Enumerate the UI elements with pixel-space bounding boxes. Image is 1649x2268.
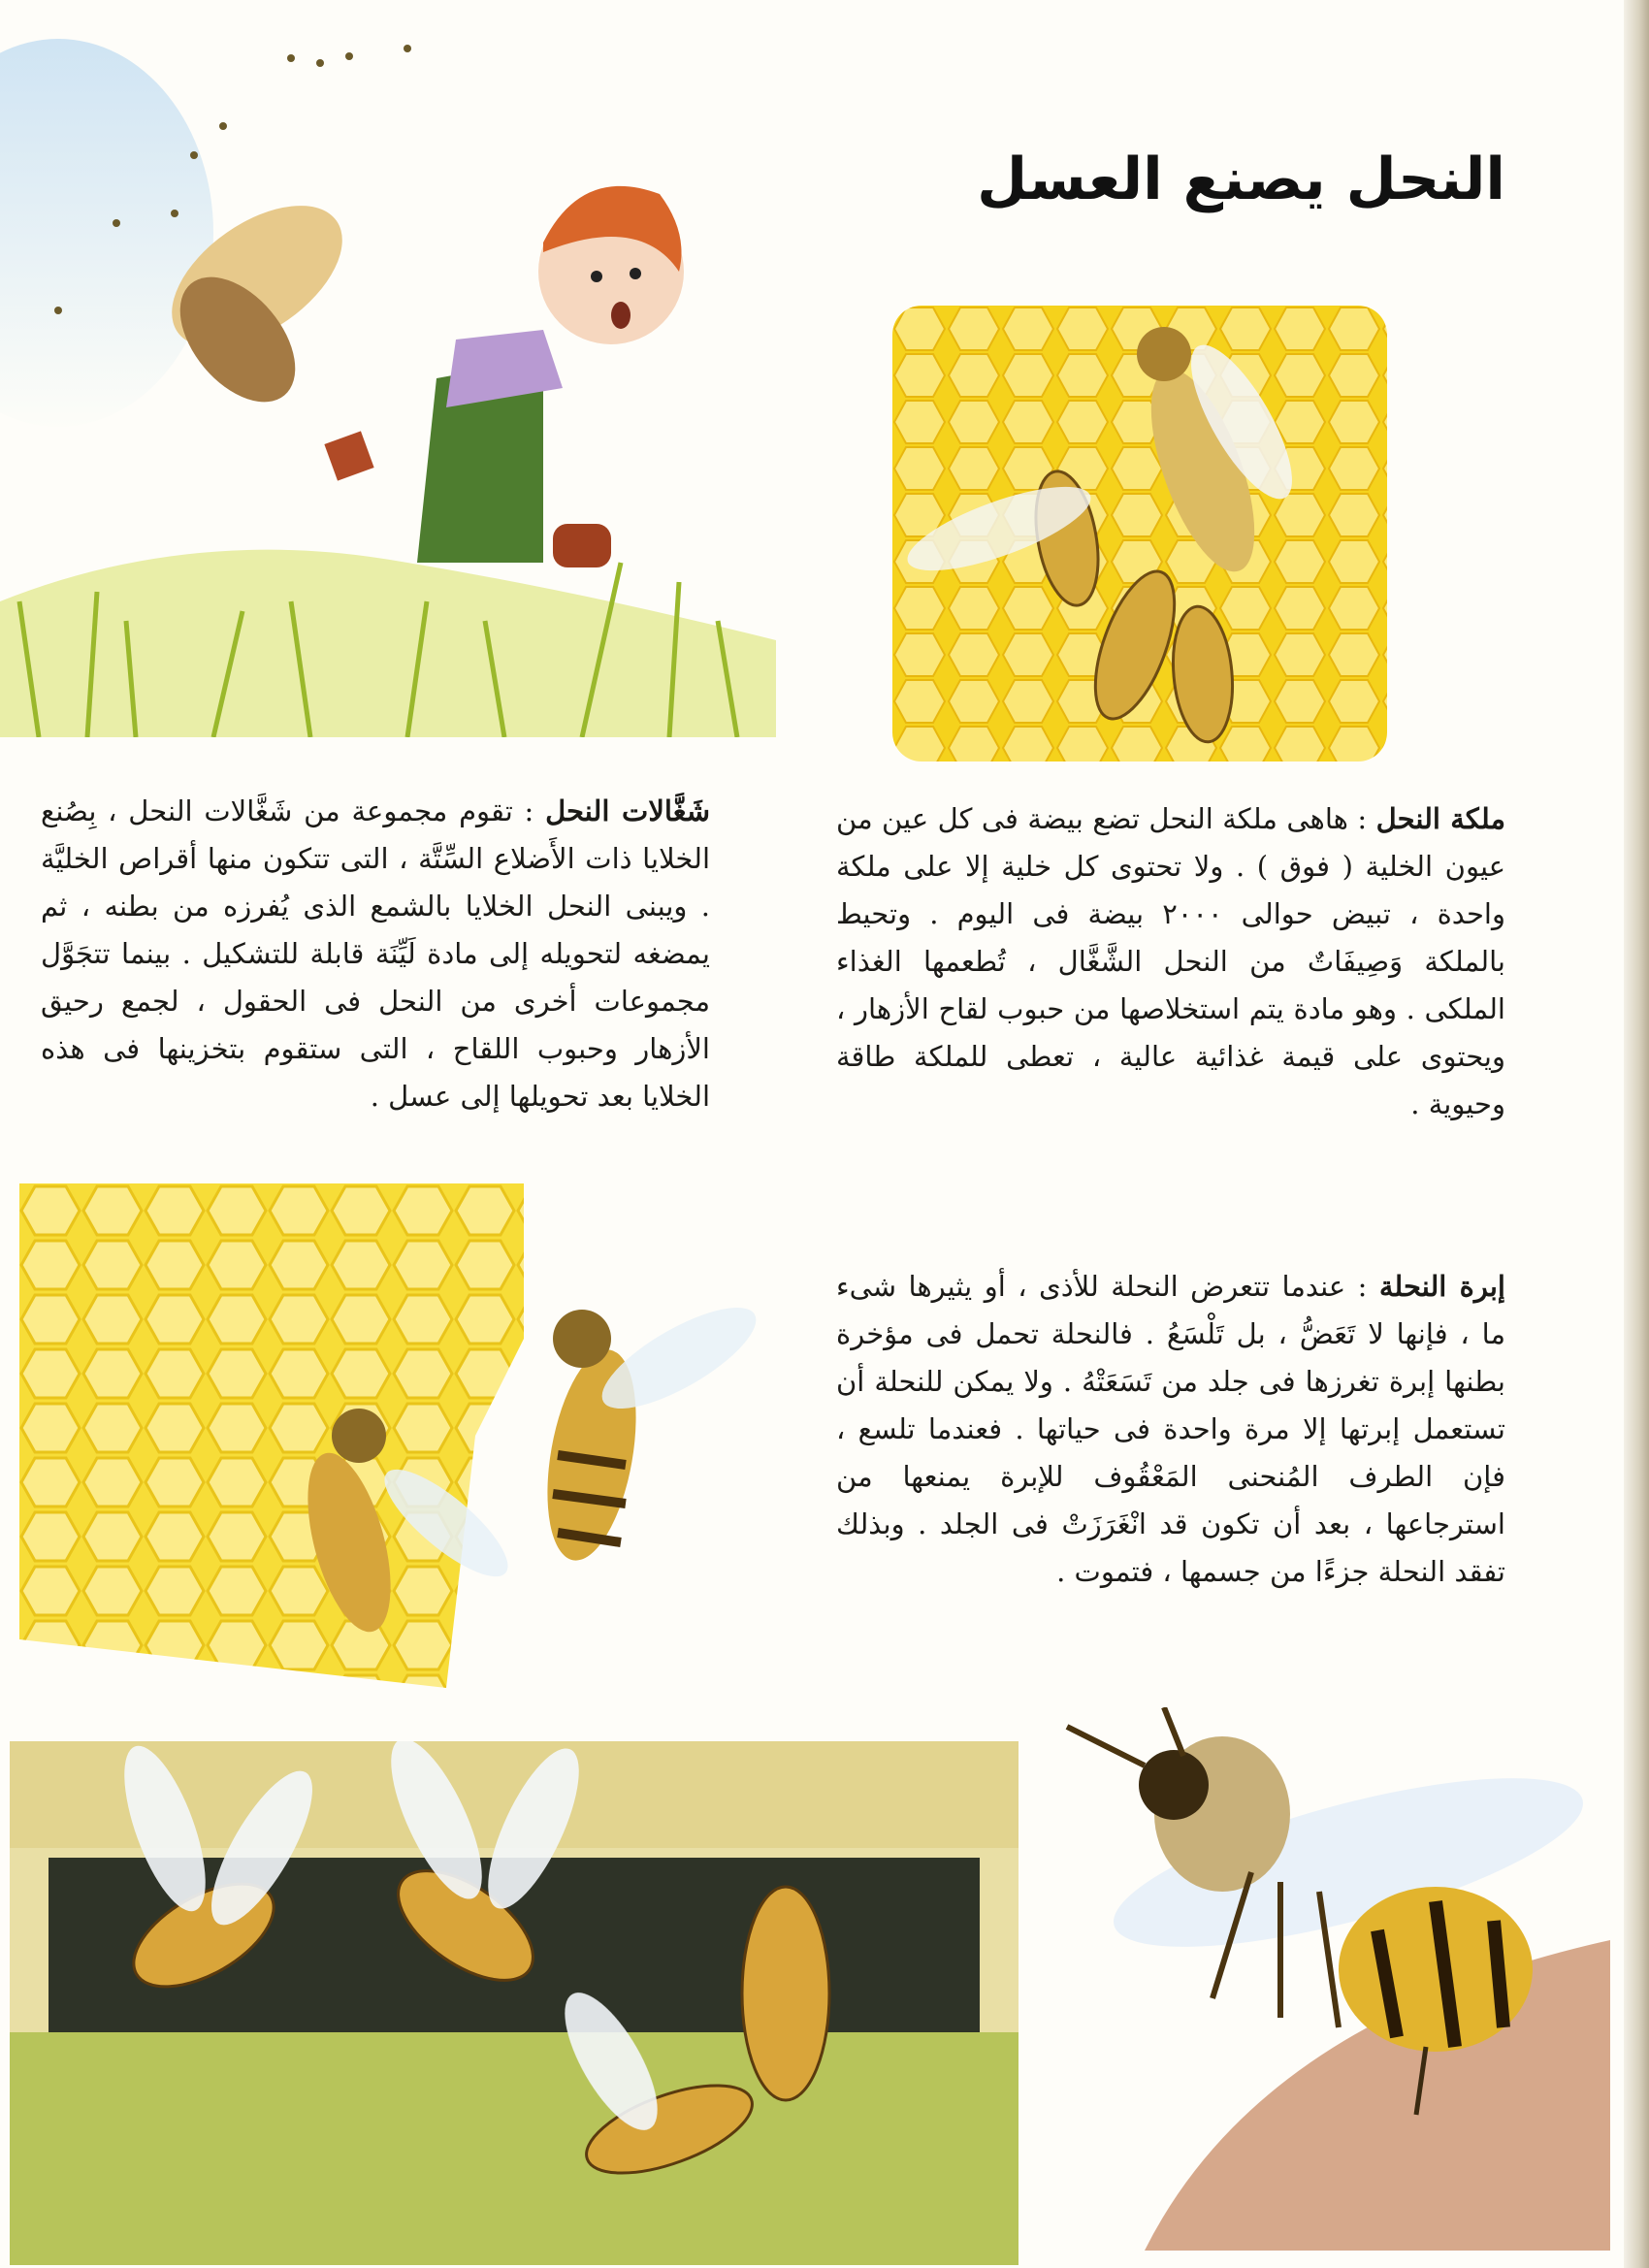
worker-bees-honeycomb-illustration [19,1183,757,1688]
sting-paragraph [836,1263,1505,1596]
queen-body: : هاهى ملكة النحل تضع بيضة فى كل عين من عيون الخلية ( فوق ) . ولا تحتوى كل خلية إلا على ملكة واحدة ، تبيض حوالى ٢٠٠٠ بيضة فى اليوم . وتحيط بالملكة وَصِيفَاتٌ من النحل الشَّغَّال ، تُطعمها الغذاء الملكى . وهو مادة يتم استخلاصها من حبوب لقاح الأزهار ، ويحتوى على قيمة غذائية عالية ، تعطى للملكة طاقة وحيوية . [836,802,1505,1120]
sting-heading: إبرة النحلة [1378,1270,1505,1303]
workers-body: : تقوم مجموعة من شَغَّالات النحل ، بِصُنع الخلايا ذات الأَضلاع السِّتَّة ، التى تتكون منها أقراص الخليَّة . ويبنى النحل الخلايا بالشمع الذى يُفرزه من بطنه ، ثم يمضغه لتحويله إلى مادة لَيِّنَة قابلة للتشكيل . بينما تتجَوَّل مجموعات أخرى من النحل فى الحقول ، لجمع رحيق الأزهار وحبوب اللقاح ، التى ستقوم بتخزينها فى هذه الخلايا بعد تحويلها إلى عسل . [41,794,710,1113]
worker-bee-icon [534,1289,757,1568]
hive-entrance-illustration [10,1741,1018,2265]
boy-running-illustration [0,19,805,737]
page-title: النحل يصنع العسل [977,146,1505,213]
sting-body: : عندما تتعرض النحلة للأذى ، أو يثيرها شىء ما ، فإنها لا تَعَضُّ ، بل تَلْسَعُ . فالنحلة تحمل فى مؤخرة بطنها إبرة تغرزها فى جلد من تَسَعَتْهُ . ولا يمكن للنحلة أن تستعمل إبرتها إلا مرة واحدة فى حياتها . فعندما تلسع ، فإن الطرف المُنحنى المَعْقُوف للإبرة يمنعها من استرجاعها ، بعد أن تكون قد انْغَرَزَتْ فى الجلد . وبذلك تفقد النحلة جزءًا من جسمها ، فتموت . [836,1270,1505,1588]
workers-paragraph [41,788,710,1120]
stinging-bee-illustration [1028,1707,1610,2251]
page-edge [1624,0,1649,2268]
workers-heading: شَغَّالات النحل [545,794,710,827]
queen-bee-illustration [892,306,1387,761]
queen-paragraph [836,795,1505,1128]
queen-heading: ملكة النحل [1375,802,1505,835]
